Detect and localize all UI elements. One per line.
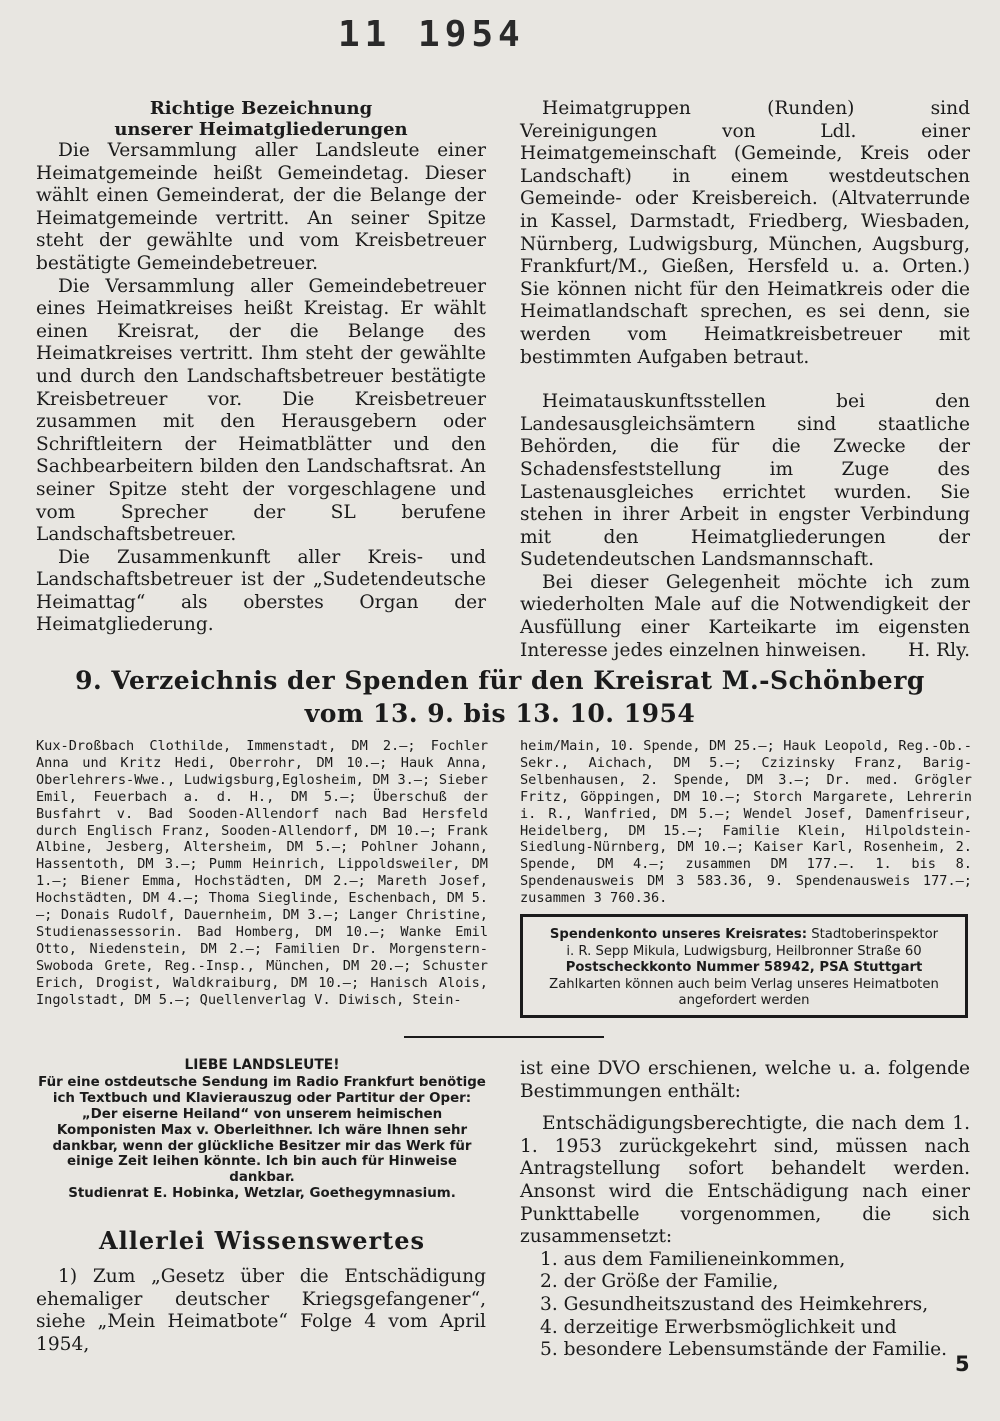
account-line2: i. R. Sepp Mikula, Ludwigsburg, Heilbronner Straße 60 [566, 943, 922, 959]
account-label: Spendenkonto unseres Kreisrates: [549, 927, 808, 942]
article-paragraph-text: Bei dieser Gelegenheit möchte ich zum wiederholten Male auf die Notwendigkeit der Ausfüllung einer Karteikarte im eigensten Interesse jedes einzelnen hinweisen. [520, 571, 970, 661]
account-number: Postscheckkonto Nummer 58942, PSA Stuttgart [565, 960, 923, 975]
donations-list-left: Kux-Droßbach Clothilde, Immenstadt, DM 2.—; Fochler Anna und Kritz Hedi, Oberrohr, DM 10.—; Hauk Anna, Oberlehrers-Wwe., Ludwigsburg,Eglosheim, DM 3.—; Sieber Emil, Feuerbach a. d. H., DM 5.—; Überschuß der Busfahrt v. Bad Sooden-Allendorf nach Bad Hersfeld durch Englisch Franz, Sooden-Allendorf, DM 10.—; Frank Albine, Jesberg, Altersheim, DM 5.—; Pohlner Johann, Hassentoth, DM 3.—; Pumm Heinrich, Lippoldsweiler, DM 1.—; Biener Emma, Hochstädten, DM 2.—; Mareth Josef, Hochstädten, DM 4.—; Thoma Sieglinde, Eschenbach, DM 5.—; Donais Rudolf, Dauernheim, DM 3.—; Langer Christine, Studienassessorin. Bad Homberg, DM 10.—; Wanke Emil Otto, Niedenstein, DM 2.—; Familien Dr. Morgenstern-Swoboda Grete, Reg.-Insp., München, DM 20.—; Schuster Erich, Drogist, Waldkraiburg, DM 10.—; Hanisch Alois, Ingolstadt, DM 5.—; Quellenverlag V. Diwisch, Stein- [36, 738, 488, 1008]
allerlei-title: Allerlei Wissenswertes [99, 1226, 425, 1255]
list-item: 4. derzeitige Erwerbsmöglichkeit und [540, 1316, 897, 1338]
article-paragraph: Entschädigungsberechtigte, die nach dem 1. 1. 1953 zurückgekehrt sind, müssen nach Antragstellung sofort behandelt werden. Ansonst wird die Entschädigung nach einer Punkttabelle vorgenommen, die sich zusammensetzt: [520, 1113, 970, 1248]
article-paragraph: Die Versammlung aller Landsleute einer Heimatgemeinde heißt Gemeindetag. Dieser wählt einen Gemeinderat, der die Belange der Heimatgemeinde vertritt. An seiner Spitze steht der gewählte und vom Kreisbetreuer bestätigte Gemeindebetreuer. [36, 140, 486, 274]
list-item: 2. der Größe der Familie, [540, 1271, 779, 1293]
date-stamp: 11 1954 [338, 14, 525, 55]
account-line4: Zahlkarten können auch beim Verlag unseres Heimatboten angefordert werden [549, 976, 939, 1008]
account-line1 [531, 927, 957, 944]
account-line3 [531, 960, 957, 977]
list-item: 1. aus dem Familieneinkommen, [540, 1248, 846, 1270]
donations-title-line2: vom 13. 9. bis 13. 10. 1954 [304, 699, 696, 728]
article-paragraph: 1) Zum „Gesetz über die Entschädigung ehemaliger deutscher Kriegsgefangener“, siehe „Mein Heimatbote“ Folge 4 vom April 1954, [36, 1266, 486, 1355]
notice-title: LIEBE LANDSLEUTE! [184, 1057, 340, 1073]
article-heimatgruppen [520, 98, 970, 662]
article-heading-line2: unserer Heimatgliederungen [114, 119, 408, 140]
account-line1-rest: Stadtoberinspektor [811, 927, 939, 942]
section-divider [404, 1036, 604, 1038]
article-paragraph: ist eine DVO erschienen, welche u. a. folgende Bestimmungen enthält: [520, 1058, 970, 1102]
article-heading-line1: Richtige Bezeichnung [149, 98, 373, 119]
donations-title-line1: 9. Verzeichnis der Spenden für den Kreisrat M.-Schönberg [75, 666, 925, 695]
article-paragraph: Die Zusammenkunft aller Kreis- und Landschaftsbetreuer ist der „Sudetendeutsche Heimattag“ als oberstes Organ der Heimatgliederung. [36, 546, 486, 636]
article-paragraph: Die Versammlung aller Gemeindebetreuer eines Heimatkreises heißt Kreistag. Er wählt einen Kreisrat, der die Belange des Heimatkreises vertritt. Ihm steht der gewählte und durch den Landschaftsbetreuer bestätigte Kreisbetreuer vor. Die Kreisbetreuer zusammen mit den Herausgebern oder Schriftleitern der Heimatblätter und den Sachbearbeitern bilden den Landschaftsrat. An seiner Spitze steht der vorgeschlagene und vom Sprecher der SL berufene Landschaftsbetreuer. [36, 275, 486, 546]
article-paragraph: Heimatauskunftsstellen bei den Landesausgleichsämtern sind staatliche Behörden, die für die Zwecke der Schadensfeststellung im Zuge des Lastenausgleiches errichtet wurden. Sie stehen in ihrer Arbeit in engster Verbindung mit den Heimatgliederungen der Sudetendeutschen Landsmannschaft. [520, 391, 970, 571]
donations-title [40, 664, 960, 730]
page-number: 5 [955, 1352, 970, 1376]
list-item: 3. Gesundheitszustand des Heimkehrers, [540, 1293, 929, 1315]
author-signature: H. Rly. [908, 639, 970, 661]
article-paragraph: Heimatgruppen (Runden) sind Vereinigungen von Ldl. einer Heimatgemeinschaft (Gemeinde, Kreis oder Landschaft) in einem westdeutschen Gemeinde- oder Kreisbereich. (Altvaterrunde in Kassel, Darmstadt, Friedberg, Wiesbaden, Nürnberg, Ludwigsburg, München, Augsburg, Frankfurt/M., Gießen, Hersfeld u. a. Orten.) Sie können nicht für den Heimatkreis oder die Heimatlandschaft sprechen, es sei denn, sie werden vom Heimatkreisbetreuer mit bestimmten Aufgaben betraut. [520, 98, 970, 368]
allerlei-right [520, 1058, 970, 1362]
allerlei-left [36, 1266, 486, 1356]
list-item: 5. besondere Lebensumstände der Familie. [540, 1339, 948, 1361]
notice-body: Für eine ostdeutsche Sendung im Radio Frankfurt benötige ich Textbuch und Klavierauszug oder Partitur der Oper: „Der eiserne Heiland“ von unserem heimischen Komponisten Max v. Oberleithner. Ich wäre Ihnen sehr dankbar, wenn der glückliche Besitzer mir das Werk für einige Zeit leihen könnte. Ich bin auch für Hinweise dankbar. [38, 1074, 486, 1186]
article-heimatgliederungen [36, 98, 486, 637]
notice-signature: Studienrat E. Hobinka, Wetzlar, Goethegymnasium. [68, 1186, 456, 1202]
notice-box [36, 1058, 488, 1202]
criteria-list [520, 1249, 970, 1362]
donations-list-right: heim/Main, 10. Spende, DM 25.—; Hauk Leopold, Reg.-Ob.-Sekr., Aichach, DM 5.—; Czizinsky Franz, Barig-Selbenhausen, 2. Spende, DM 3.—; Dr. med. Grögler Fritz, Göppingen, DM 10.—; Storch Margarete, Lehrerin i. R., Wanfried, DM 5.—; Wendel Josef, Damenfriseur, Heidelberg, DM 15.—; Familie Klein, Hilpoldstein-Siedlung-Nürnberg, DM 10.—; Kaiser Karl, Rosenheim, 2. Spende, DM 4.—; zusammen DM 177.—. 1. bis 8. Spendenausweis DM 3 583.36, 9. Spendenausweis 177.—; zusammen 3 760.36. [520, 738, 972, 907]
account-info-box [520, 914, 968, 1018]
article-paragraph [520, 572, 970, 662]
